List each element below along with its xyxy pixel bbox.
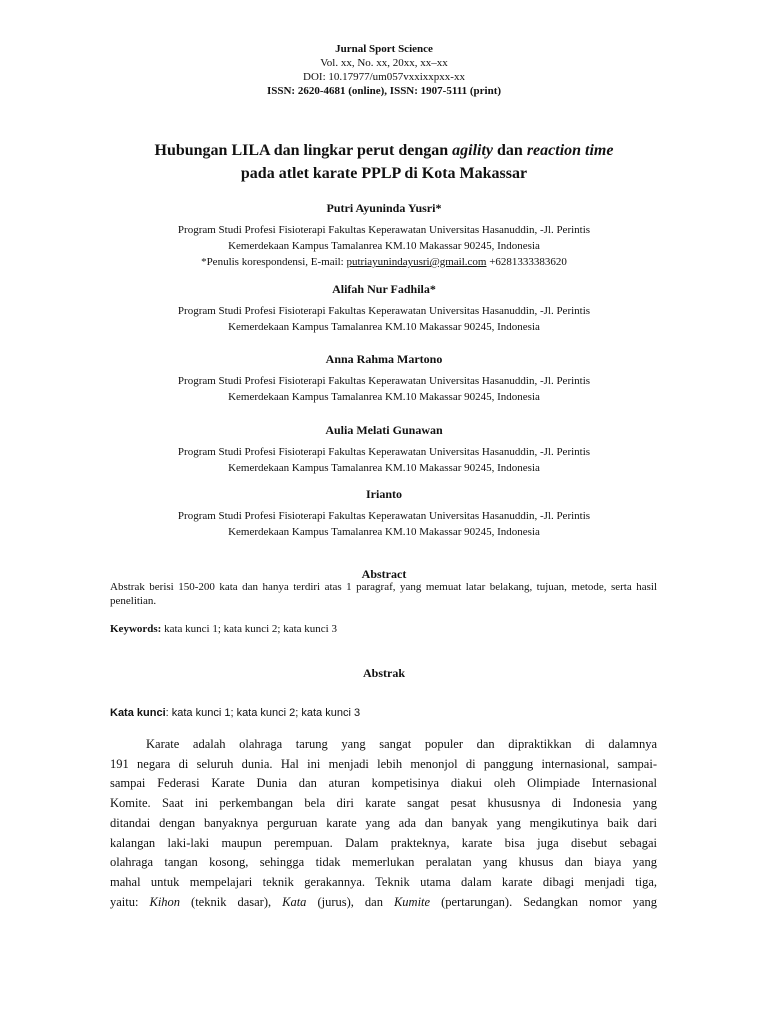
paper-title <box>80 139 688 185</box>
journal-header <box>0 42 768 98</box>
correspondence-line <box>0 254 768 270</box>
body-line: ditandai dengan banyaknya perguruan karate yang ada dan banyak yang mengikutinya baik dari <box>110 815 657 830</box>
title-part-1: Hubungan LILA dan lingkar perut dengan <box>154 142 453 159</box>
abstract-text: Abstrak berisi 150-200 kata dan hanya terdiri atas 1 paragraf, yang memuat latar belakang, tujuan, metode, serta hasil penelitian. <box>110 581 657 607</box>
journal-doi: DOI: 10.17977/um057vxxixxpxx-xx <box>303 71 465 83</box>
body-line: kalangan laki-laki maupun perempuan. Dalam prakteknya, karate bisa juga disebut sebagai <box>110 835 657 850</box>
author-affiliation-line: Program Studi Profesi Fisioterapi Fakultas Keperawatan Universitas Hasanuddin, -Jl. Perintis <box>177 446 591 458</box>
term-kihon: Kihon <box>149 894 181 909</box>
keywords-line <box>110 622 657 636</box>
title-agility: agility <box>452 142 494 159</box>
body-text-fragment: (teknik dasar), <box>180 894 283 909</box>
author-name: Putri Ayuninda Yusri* <box>326 201 442 215</box>
title-line-2: pada atlet karate PPLP di Kota Makassar <box>240 165 528 182</box>
keywords-label: Keywords: <box>110 623 162 635</box>
title-part-2: dan <box>493 142 527 159</box>
author-block <box>0 486 768 540</box>
term-kumite: Kumite <box>393 894 431 909</box>
author-affiliation-line: Kemerdekaan Kampus Tamalanrea KM.10 Makassar 90245, Indonesia <box>228 526 540 538</box>
body-line: sampai Federasi Karate Dunia dan aturan kompetisinya diakui oleh Olimpiade Internasional <box>110 776 657 791</box>
correspondence-phone: +6281333383620 <box>486 256 567 268</box>
author-affiliation-line: Kemerdekaan Kampus Tamalanrea KM.10 Makassar 90245, Indonesia <box>228 462 540 474</box>
abstrak-heading: Abstrak <box>362 666 405 680</box>
author-affiliation-line: Program Studi Profesi Fisioterapi Fakultas Keperawatan Universitas Hasanuddin, -Jl. Perintis <box>177 375 591 387</box>
title-reaction-time: reaction time <box>526 142 614 159</box>
kata-kunci-line <box>110 706 657 720</box>
title-line-1 <box>80 139 688 162</box>
journal-issn: ISSN: 2620-4681 (online), ISSN: 1907-5111 (print) <box>266 85 502 97</box>
body-text-fragment: (pertarungan). Sedangkan nomor yang <box>430 894 657 909</box>
author-name: Irianto <box>366 487 402 501</box>
body-line: mahal untuk mempelajari teknik gerakannya. Teknik utama dalam karate dibagi menjadi tiga, <box>110 874 657 889</box>
journal-name: Jurnal Sport Science <box>335 43 433 55</box>
body-text-fragment: yaitu: <box>110 894 150 909</box>
author-name: Aulia Melati Gunawan <box>325 423 443 437</box>
author-affiliation-line: Program Studi Profesi Fisioterapi Fakultas Keperawatan Universitas Hasanuddin, -Jl. Perintis <box>177 510 591 522</box>
author-affiliation-line: Program Studi Profesi Fisioterapi Fakultas Keperawatan Universitas Hasanuddin, -Jl. Perintis <box>177 224 591 236</box>
author-affiliation-line: Kemerdekaan Kampus Tamalanrea KM.10 Makassar 90245, Indonesia <box>228 391 540 403</box>
correspondence-email-link[interactable]: putriayunindayusri@gmail.com <box>346 256 487 268</box>
author-affiliation-line: Kemerdekaan Kampus Tamalanrea KM.10 Makassar 90245, Indonesia <box>228 240 540 252</box>
body-line: Karate adalah olahraga tarung yang sangat populer dan dipraktikkan di dalamnya <box>146 737 657 751</box>
journal-volume: Vol. xx, No. xx, 20xx, xx–xx <box>320 57 448 69</box>
author-block <box>0 422 768 476</box>
author-block <box>0 200 768 270</box>
author-name: Alifah Nur Fadhila* <box>332 282 436 296</box>
body-line: olahraga tangan kosong, sehingga tidak memerlukan peralatan yang khusus dan biaya yang <box>110 855 657 870</box>
kata-kunci-values: : kata kunci 1; kata kunci 2; kata kunci 3 <box>165 707 361 719</box>
body-line <box>110 893 657 913</box>
author-block <box>0 281 768 335</box>
author-affiliation-line: Kemerdekaan Kampus Tamalanrea KM.10 Makassar 90245, Indonesia <box>228 321 540 333</box>
correspondence-prefix: *Penulis korespondensi, E-mail: <box>201 256 347 268</box>
author-name: Anna Rahma Martono <box>325 352 443 366</box>
keywords-values: kata kunci 1; kata kunci 2; kata kunci 3 <box>161 623 337 635</box>
body-paragraph <box>110 735 657 912</box>
body-line: Komite. Saat ini perkembangan bela diri karate sangat pesat khususnya di Indonesia yang <box>110 796 657 811</box>
term-kata: Kata <box>282 894 307 909</box>
author-block <box>0 351 768 405</box>
body-text-fragment: (jurus), dan <box>306 894 394 909</box>
author-affiliation-line: Program Studi Profesi Fisioterapi Fakultas Keperawatan Universitas Hasanuddin, -Jl. Perintis <box>177 305 591 317</box>
kata-kunci-label: Kata kunci <box>110 707 166 719</box>
body-line: 191 negara di seluruh dunia. Hal ini menjadi lebih menonjol di panggung internasional, sampai- <box>110 756 657 771</box>
abstract-heading: Abstract <box>361 567 407 581</box>
